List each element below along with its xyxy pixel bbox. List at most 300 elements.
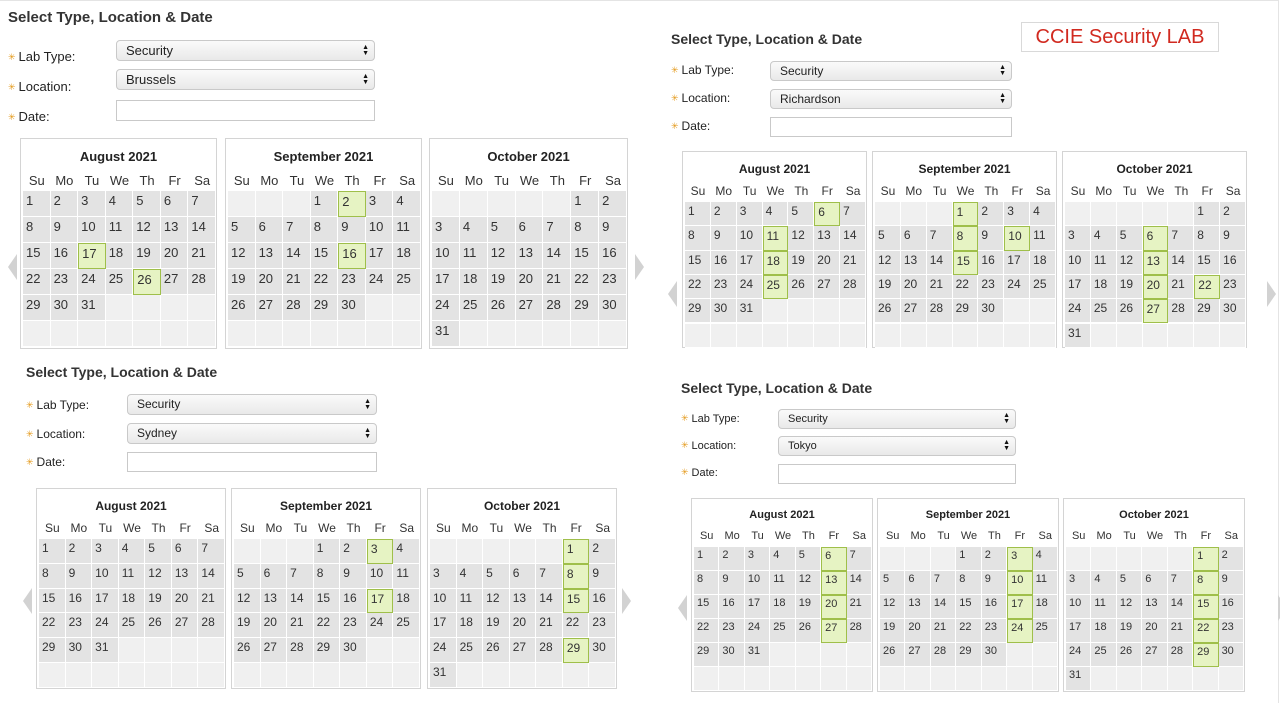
day-cell: 31 — [92, 638, 119, 663]
day-cell: 4 — [119, 539, 146, 564]
day-cell: 9 — [589, 564, 616, 589]
day-cell: 28 — [287, 638, 314, 663]
empty-day-cell — [1193, 667, 1218, 691]
available-day-cell[interactable]: 15 — [1193, 595, 1218, 619]
calendar-title: October 2021 — [483, 499, 561, 513]
day-cell: 28 — [1168, 299, 1194, 323]
day-cell: 27 — [516, 295, 544, 321]
day-cell: 11 — [1030, 226, 1056, 250]
day-cell: 6 — [510, 564, 537, 589]
empty-day-cell — [393, 638, 420, 663]
day-cell: 5 — [234, 564, 261, 589]
location-select[interactable] — [770, 89, 1012, 109]
day-cell: 17 — [1004, 251, 1030, 275]
available-day-cell[interactable]: 3 — [367, 539, 394, 564]
available-day-cell[interactable]: 29 — [563, 638, 590, 663]
empty-day-cell — [119, 638, 146, 663]
calendar-month — [1062, 151, 1247, 348]
empty-day-cell — [1007, 667, 1032, 691]
day-cell: 23 — [599, 269, 627, 295]
available-day-cell[interactable]: 20 — [821, 595, 846, 619]
day-cell: 22 — [694, 619, 719, 643]
day-cell: 25 — [106, 269, 134, 295]
date-input[interactable] — [778, 464, 1016, 484]
day-cell: 8 — [39, 564, 66, 589]
day-cell: 23 — [340, 613, 367, 638]
weekday-header: Fr — [1201, 184, 1213, 198]
available-day-cell[interactable]: 8 — [953, 226, 979, 250]
calendar-title: October 2021 — [1116, 162, 1193, 176]
day-cell: 12 — [788, 226, 814, 250]
lab-type-select[interactable] — [116, 40, 375, 61]
empty-day-cell — [711, 324, 737, 348]
required-asterisk-icon: ✳ — [8, 112, 16, 122]
weekday-header: We — [123, 521, 141, 535]
available-day-cell[interactable]: 11 — [763, 226, 789, 250]
day-cell: 22 — [39, 613, 66, 638]
empty-day-cell — [847, 667, 872, 691]
day-cell: 11 — [119, 564, 146, 589]
empty-day-cell — [901, 324, 927, 348]
empty-day-cell — [1168, 202, 1194, 226]
day-cell: 25 — [1091, 643, 1116, 667]
day-cell: 1 — [311, 191, 339, 217]
day-cell: 24 — [432, 295, 460, 321]
day-cell: 29 — [1194, 299, 1220, 323]
empty-day-cell — [1091, 547, 1116, 571]
empty-day-cell — [1142, 667, 1167, 691]
weekday-header: Su — [28, 173, 45, 188]
available-day-cell[interactable]: 6 — [814, 202, 840, 226]
empty-day-cell — [685, 324, 711, 348]
empty-day-cell — [737, 324, 763, 348]
day-cell: 28 — [188, 269, 216, 295]
day-cell: 29 — [953, 299, 979, 323]
day-cell: 14 — [543, 243, 571, 269]
day-cell: 17 — [1065, 275, 1091, 299]
empty-day-cell — [256, 191, 284, 217]
day-cell: 2 — [589, 539, 616, 564]
lab-type-label-text: Lab Type: — [681, 63, 735, 77]
day-cell: 12 — [488, 243, 516, 269]
location-select[interactable] — [127, 423, 377, 444]
empty-day-cell — [228, 321, 256, 347]
empty-day-cell — [927, 324, 953, 348]
day-cell: 23 — [589, 613, 616, 638]
empty-day-cell — [905, 667, 930, 691]
day-cell: 20 — [905, 619, 930, 643]
empty-day-cell — [1168, 547, 1193, 571]
day-cell: 3 — [430, 564, 457, 589]
empty-day-cell — [788, 299, 814, 323]
day-cell: 29 — [685, 299, 711, 323]
day-cell: 27 — [261, 638, 288, 663]
previous-month-arrow-icon[interactable] — [668, 281, 677, 307]
empty-day-cell — [1030, 324, 1056, 348]
empty-day-cell — [340, 663, 367, 688]
location-select-value: Brussels — [126, 72, 176, 87]
empty-day-cell — [510, 539, 537, 564]
required-asterisk-icon: ✳ — [671, 121, 679, 131]
day-cell: 25 — [393, 613, 420, 638]
weekday-header: Fr — [1011, 184, 1023, 198]
available-day-cell[interactable]: 22 — [1193, 619, 1218, 643]
empty-day-cell — [311, 321, 339, 347]
day-cell: 19 — [234, 613, 261, 638]
day-cell: 27 — [1142, 643, 1167, 667]
location-select[interactable] — [778, 436, 1016, 456]
day-cell: 22 — [311, 269, 339, 295]
date-input[interactable] — [127, 452, 377, 472]
day-cell: 24 — [1004, 275, 1030, 299]
available-day-cell[interactable]: 2 — [338, 191, 366, 217]
available-day-cell[interactable]: 15 — [563, 589, 590, 614]
day-cell: 1 — [314, 539, 341, 564]
panel-title: Select Type, Location & Date — [671, 31, 863, 47]
weekday-header: Mo — [1095, 184, 1113, 198]
day-cell: 2 — [982, 547, 1007, 571]
available-day-cell[interactable]: 27 — [1143, 299, 1169, 323]
empty-day-cell — [228, 191, 256, 217]
day-cell: 28 — [536, 638, 563, 663]
day-cell: 23 — [1220, 275, 1246, 299]
day-cell: 4 — [1091, 226, 1117, 250]
day-cell: 5 — [880, 571, 905, 595]
updown-arrow-icon: ▲ ▼ — [362, 43, 369, 57]
day-cell: 22 — [23, 269, 51, 295]
empty-day-cell — [571, 321, 599, 347]
day-cell: 13 — [261, 589, 288, 614]
date-label-text: Date: — [18, 109, 50, 124]
empty-day-cell — [483, 539, 510, 564]
day-cell: 14 — [1168, 595, 1193, 619]
day-cell: 26 — [880, 643, 905, 667]
day-cell: 9 — [66, 564, 93, 589]
day-cell: 7 — [283, 217, 311, 243]
empty-day-cell — [1033, 667, 1058, 691]
day-cell: 30 — [719, 643, 744, 667]
location-select[interactable] — [116, 69, 375, 90]
day-cell: 21 — [287, 613, 314, 638]
required-asterisk-icon: ✳ — [671, 93, 679, 103]
required-asterisk-icon: ✳ — [26, 457, 34, 467]
available-day-cell[interactable]: 10 — [1007, 571, 1032, 595]
day-cell: 20 — [161, 243, 189, 269]
day-cell: 28 — [198, 613, 225, 638]
day-cell: 18 — [770, 595, 795, 619]
weekday-header: Sa — [204, 521, 220, 535]
empty-day-cell — [172, 663, 199, 688]
day-cell: 5 — [1117, 571, 1142, 595]
day-cell: 25 — [460, 295, 488, 321]
available-day-cell[interactable]: 22 — [1194, 275, 1220, 299]
lab-type-label — [681, 413, 740, 425]
calendar-title: August 2021 — [79, 149, 158, 164]
empty-day-cell — [457, 539, 484, 564]
day-cell: 16 — [1220, 251, 1246, 275]
empty-day-cell — [256, 321, 284, 347]
available-day-cell[interactable]: 10 — [1004, 226, 1030, 250]
day-cell: 5 — [133, 191, 161, 217]
day-cell: 1 — [685, 202, 711, 226]
available-day-cell[interactable]: 25 — [763, 275, 789, 299]
next-month-arrow-icon[interactable] — [1267, 281, 1276, 307]
previous-month-arrow-icon[interactable] — [23, 588, 32, 614]
empty-day-cell — [1033, 643, 1058, 667]
available-day-cell[interactable]: 1 — [1193, 547, 1218, 571]
empty-day-cell — [536, 539, 563, 564]
weekday-header: Tu — [932, 184, 947, 198]
day-cell: 10 — [1065, 251, 1091, 275]
empty-day-cell — [457, 663, 484, 688]
day-cell: 18 — [457, 613, 484, 638]
day-cell: 10 — [430, 589, 457, 614]
available-day-cell[interactable]: 17 — [78, 243, 106, 269]
available-day-cell[interactable]: 1 — [563, 539, 590, 564]
weekday-header: Sa — [1225, 184, 1241, 198]
lab-type-label — [671, 63, 734, 77]
day-cell: 9 — [982, 571, 1007, 595]
empty-day-cell — [1065, 202, 1091, 226]
day-cell: 30 — [66, 638, 93, 663]
weekday-header: Sa — [1038, 530, 1052, 542]
weekday-header: Th — [987, 530, 1001, 542]
calendar-month — [429, 138, 628, 349]
calendar-month — [231, 488, 421, 689]
ccie-security-lab-badge: CCIE Security LAB — [1021, 22, 1219, 52]
empty-day-cell — [234, 539, 261, 564]
day-cell: 10 — [432, 243, 460, 269]
available-day-cell[interactable]: 8 — [563, 564, 590, 589]
day-cell: 16 — [599, 243, 627, 269]
empty-day-cell — [875, 324, 901, 348]
available-day-cell[interactable]: 3 — [1007, 547, 1032, 571]
available-day-cell[interactable]: 17 — [367, 589, 394, 614]
date-label — [681, 467, 718, 479]
day-cell: 4 — [1030, 202, 1056, 226]
available-day-cell[interactable]: 6 — [821, 547, 846, 571]
empty-day-cell — [188, 295, 216, 321]
day-cell: 21 — [847, 595, 872, 619]
calendar-title: August 2021 — [738, 162, 811, 176]
empty-day-cell — [1091, 667, 1116, 691]
empty-day-cell — [821, 643, 846, 667]
weekday-header: Sa — [399, 521, 415, 535]
day-cell: 20 — [516, 269, 544, 295]
day-cell: 3 — [745, 547, 770, 571]
empty-day-cell — [1091, 324, 1117, 348]
updown-arrow-icon: ▲ ▼ — [1003, 412, 1010, 425]
empty-day-cell — [840, 324, 866, 348]
panel-title: Select Type, Location & Date — [8, 9, 213, 26]
empty-day-cell — [516, 321, 544, 347]
weekday-header: Tu — [1122, 184, 1137, 198]
day-cell: 21 — [198, 589, 225, 614]
available-day-cell[interactable]: 13 — [821, 571, 846, 595]
weekday-header: Tu — [1123, 530, 1136, 542]
day-cell: 8 — [685, 226, 711, 250]
empty-day-cell — [133, 321, 161, 347]
day-cell: 15 — [956, 595, 981, 619]
empty-day-cell — [119, 663, 146, 688]
day-cell: 3 — [432, 217, 460, 243]
day-cell: 16 — [340, 589, 367, 614]
date-input[interactable] — [770, 117, 1012, 137]
weekday-header: Mo — [1096, 530, 1112, 542]
day-cell: 11 — [106, 217, 134, 243]
date-label — [671, 119, 710, 133]
day-cell: 23 — [338, 269, 366, 295]
day-cell: 31 — [745, 643, 770, 667]
available-day-cell[interactable]: 1 — [953, 202, 979, 226]
available-day-cell[interactable]: 18 — [763, 251, 789, 275]
calendar-title: October 2021 — [487, 149, 570, 164]
calendar-month — [225, 138, 422, 349]
location-select-value: Tokyo — [788, 440, 817, 452]
day-cell: 7 — [188, 191, 216, 217]
weekday-header: Th — [984, 184, 999, 198]
day-cell: 20 — [1142, 619, 1167, 643]
required-asterisk-icon: ✳ — [681, 413, 689, 423]
empty-day-cell — [198, 638, 225, 663]
available-day-cell[interactable]: 27 — [821, 619, 846, 643]
weekday-header: Fr — [168, 173, 181, 188]
lab-type-select[interactable] — [778, 409, 1016, 429]
available-day-cell[interactable]: 15 — [953, 251, 979, 275]
available-day-cell[interactable]: 29 — [1193, 643, 1218, 667]
day-cell: 16 — [1219, 595, 1244, 619]
empty-day-cell — [821, 667, 846, 691]
weekday-header: Tu — [98, 521, 113, 535]
empty-day-cell — [161, 321, 189, 347]
available-day-cell[interactable]: 20 — [1143, 275, 1169, 299]
day-cell: 21 — [1168, 619, 1193, 643]
previous-month-arrow-icon[interactable] — [8, 254, 17, 280]
day-cell: 24 — [367, 613, 394, 638]
day-cell: 29 — [694, 643, 719, 667]
day-cell: 28 — [840, 275, 866, 299]
day-cell: 23 — [719, 619, 744, 643]
available-day-cell[interactable]: 17 — [1007, 595, 1032, 619]
day-cell: 14 — [536, 589, 563, 614]
day-cell: 25 — [1030, 275, 1056, 299]
day-cell: 23 — [66, 613, 93, 638]
day-cell: 22 — [685, 275, 711, 299]
date-label-text: Date: — [681, 119, 711, 133]
day-cell: 14 — [931, 595, 956, 619]
available-day-cell[interactable]: 26 — [133, 269, 161, 295]
calendar-month — [872, 151, 1057, 348]
empty-day-cell — [161, 295, 189, 321]
day-cell: 31 — [78, 295, 106, 321]
available-day-cell[interactable]: 8 — [1193, 571, 1218, 595]
day-cell: 7 — [927, 226, 953, 250]
day-cell: 21 — [536, 613, 563, 638]
empty-day-cell — [314, 663, 341, 688]
day-cell: 12 — [1117, 251, 1143, 275]
lab-type-label — [26, 398, 89, 412]
lab-type-select[interactable] — [770, 61, 1012, 81]
available-day-cell[interactable]: 24 — [1007, 619, 1032, 643]
day-cell: 5 — [875, 226, 901, 250]
weekday-header: Tu — [937, 530, 950, 542]
date-input[interactable] — [116, 100, 375, 121]
day-cell: 29 — [956, 643, 981, 667]
day-cell: 26 — [145, 613, 172, 638]
day-cell: 11 — [1091, 251, 1117, 275]
day-cell: 21 — [931, 619, 956, 643]
day-cell: 18 — [1091, 619, 1116, 643]
day-cell: 13 — [510, 589, 537, 614]
location-label-text: Location: — [18, 79, 72, 94]
day-cell: 2 — [711, 202, 737, 226]
day-cell: 5 — [483, 564, 510, 589]
day-cell: 2 — [719, 547, 744, 571]
available-day-cell[interactable]: 13 — [1143, 251, 1169, 275]
day-cell: 11 — [393, 217, 421, 243]
date-label-text: Date: — [36, 455, 66, 469]
empty-day-cell — [563, 663, 590, 688]
available-day-cell[interactable]: 6 — [1143, 226, 1169, 250]
day-cell: 9 — [51, 217, 79, 243]
weekday-header: Mo — [70, 521, 88, 535]
day-cell: 24 — [430, 638, 457, 663]
location-label — [26, 427, 85, 441]
next-month-arrow-icon[interactable] — [635, 254, 644, 280]
empty-day-cell — [543, 321, 571, 347]
weekday-header: Su — [699, 530, 714, 542]
lab-type-select[interactable] — [127, 394, 377, 415]
empty-day-cell — [338, 321, 366, 347]
day-cell: 27 — [172, 613, 199, 638]
day-cell: 7 — [847, 547, 872, 571]
day-cell: 5 — [788, 202, 814, 226]
day-cell: 10 — [92, 564, 119, 589]
empty-day-cell — [788, 324, 814, 348]
empty-day-cell — [366, 321, 394, 347]
day-cell: 18 — [460, 269, 488, 295]
previous-month-arrow-icon[interactable] — [678, 595, 687, 621]
empty-day-cell — [880, 667, 905, 691]
day-cell: 13 — [172, 564, 199, 589]
day-cell: 10 — [737, 226, 763, 250]
day-cell: 11 — [460, 243, 488, 269]
day-cell: 15 — [685, 251, 711, 275]
day-cell: 27 — [814, 275, 840, 299]
empty-day-cell — [847, 643, 872, 667]
available-day-cell[interactable]: 16 — [338, 243, 366, 269]
next-month-arrow-icon[interactable] — [622, 588, 631, 614]
day-cell: 9 — [711, 226, 737, 250]
day-cell: 6 — [172, 539, 199, 564]
day-cell: 4 — [393, 539, 420, 564]
day-cell: 19 — [875, 275, 901, 299]
calendar-month — [877, 498, 1059, 692]
day-cell: 3 — [92, 539, 119, 564]
day-cell: 23 — [982, 619, 1007, 643]
day-cell: 12 — [145, 564, 172, 589]
weekday-header: Su — [885, 530, 900, 542]
lab-type-select-value: Security — [788, 413, 828, 425]
weekday-header: Tu — [489, 521, 504, 535]
empty-day-cell — [536, 663, 563, 688]
empty-day-cell — [796, 643, 821, 667]
day-cell: 30 — [599, 295, 627, 321]
day-cell: 30 — [1220, 299, 1246, 323]
day-cell: 5 — [228, 217, 256, 243]
location-label-text: Location: — [681, 91, 731, 105]
day-cell: 24 — [366, 269, 394, 295]
